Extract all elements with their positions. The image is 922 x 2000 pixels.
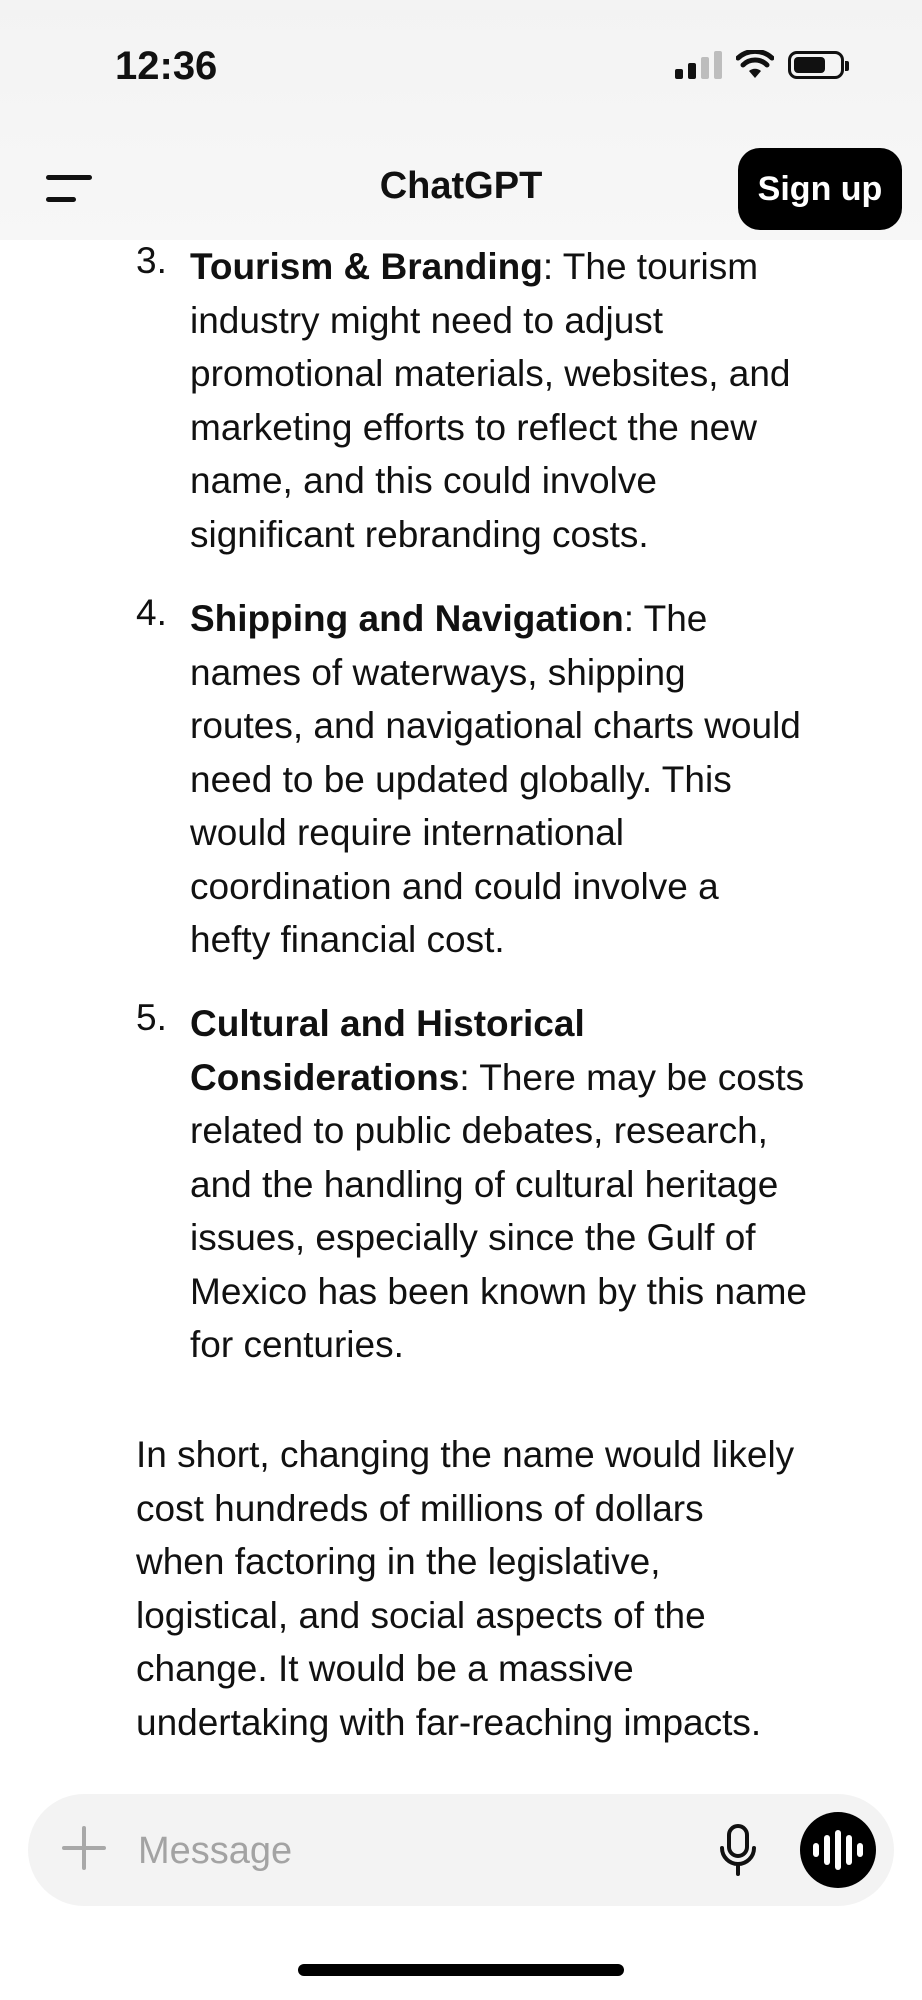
microphone-icon[interactable] <box>718 1820 758 1880</box>
summary-line: undertaking with far-reaching impacts. <box>136 1701 762 1743</box>
summary-line: logistical, and social aspects of the <box>136 1594 706 1636</box>
list-item-line: routes, and navigational charts would <box>190 705 801 746</box>
battery-icon <box>788 51 844 79</box>
list-item-number: 4. <box>136 592 167 633</box>
list-item-line: names of waterways, shipping <box>190 651 686 693</box>
voice-mode-icon[interactable] <box>800 1812 876 1888</box>
list-item-text <box>190 592 870 967</box>
list-item-line: and the handling of cultural heritage <box>190 1163 779 1205</box>
list-item-line: name, and this could involve <box>190 460 657 501</box>
list-item-text <box>190 240 870 561</box>
list-item-line: would require international <box>190 812 624 853</box>
summary-line: cost hundreds of millions of dollars <box>136 1487 704 1529</box>
app-title: ChatGPT <box>379 165 543 207</box>
summary-line: when factoring in the legislative, <box>136 1541 661 1582</box>
message-input[interactable] <box>136 1820 700 1882</box>
plus-icon[interactable] <box>62 1826 106 1870</box>
list-item-heading: Tourism & Branding <box>190 246 543 287</box>
summary-paragraph <box>136 1428 866 1749</box>
summary-line: change. It would be a massive <box>136 1648 634 1689</box>
list-item-line: : There may be costs <box>459 1056 805 1098</box>
wifi-icon <box>736 50 774 80</box>
list-item-text <box>190 997 870 1372</box>
home-indicator <box>298 1964 624 1976</box>
list-item-line: need to be updated globally. This <box>190 758 732 800</box>
list-item-line: issues, especially since the Gulf of <box>190 1217 756 1258</box>
cellular-signal-icon <box>675 51 722 79</box>
summary-line: In short, changing the name would likely <box>136 1434 795 1475</box>
list-item-line: coordination and could involve a <box>190 865 719 907</box>
sign-up-button[interactable]: Sign up <box>738 148 902 230</box>
list-item-line: : The tourism <box>542 246 759 287</box>
list-item-number: 3. <box>136 240 167 281</box>
list-item-heading: Cultural and Historical <box>190 1003 585 1044</box>
list-item-line: : The <box>623 598 708 639</box>
status-icons <box>675 50 844 80</box>
message-composer <box>28 1794 894 1906</box>
list-item-line: significant rebranding costs. <box>190 513 649 555</box>
list-item-line: Mexico has been known by this name <box>190 1270 808 1312</box>
list-item-heading: Shipping and Navigation <box>190 598 624 639</box>
list-item-line: related to public debates, research, <box>190 1110 768 1151</box>
list-item-line: hefty financial cost. <box>190 919 505 960</box>
list-item-number: 5. <box>136 997 167 1038</box>
top-bar <box>0 0 922 240</box>
list-item-line: for centuries. <box>190 1324 404 1365</box>
list-item-heading: Considerations <box>190 1056 460 1098</box>
status-time: 12:36 <box>115 44 218 88</box>
list-item-line: marketing efforts to reflect the new <box>190 406 757 448</box>
list-item-line: industry might need to adjust <box>190 299 664 341</box>
list-item-line: promotional materials, websites, and <box>190 353 791 394</box>
